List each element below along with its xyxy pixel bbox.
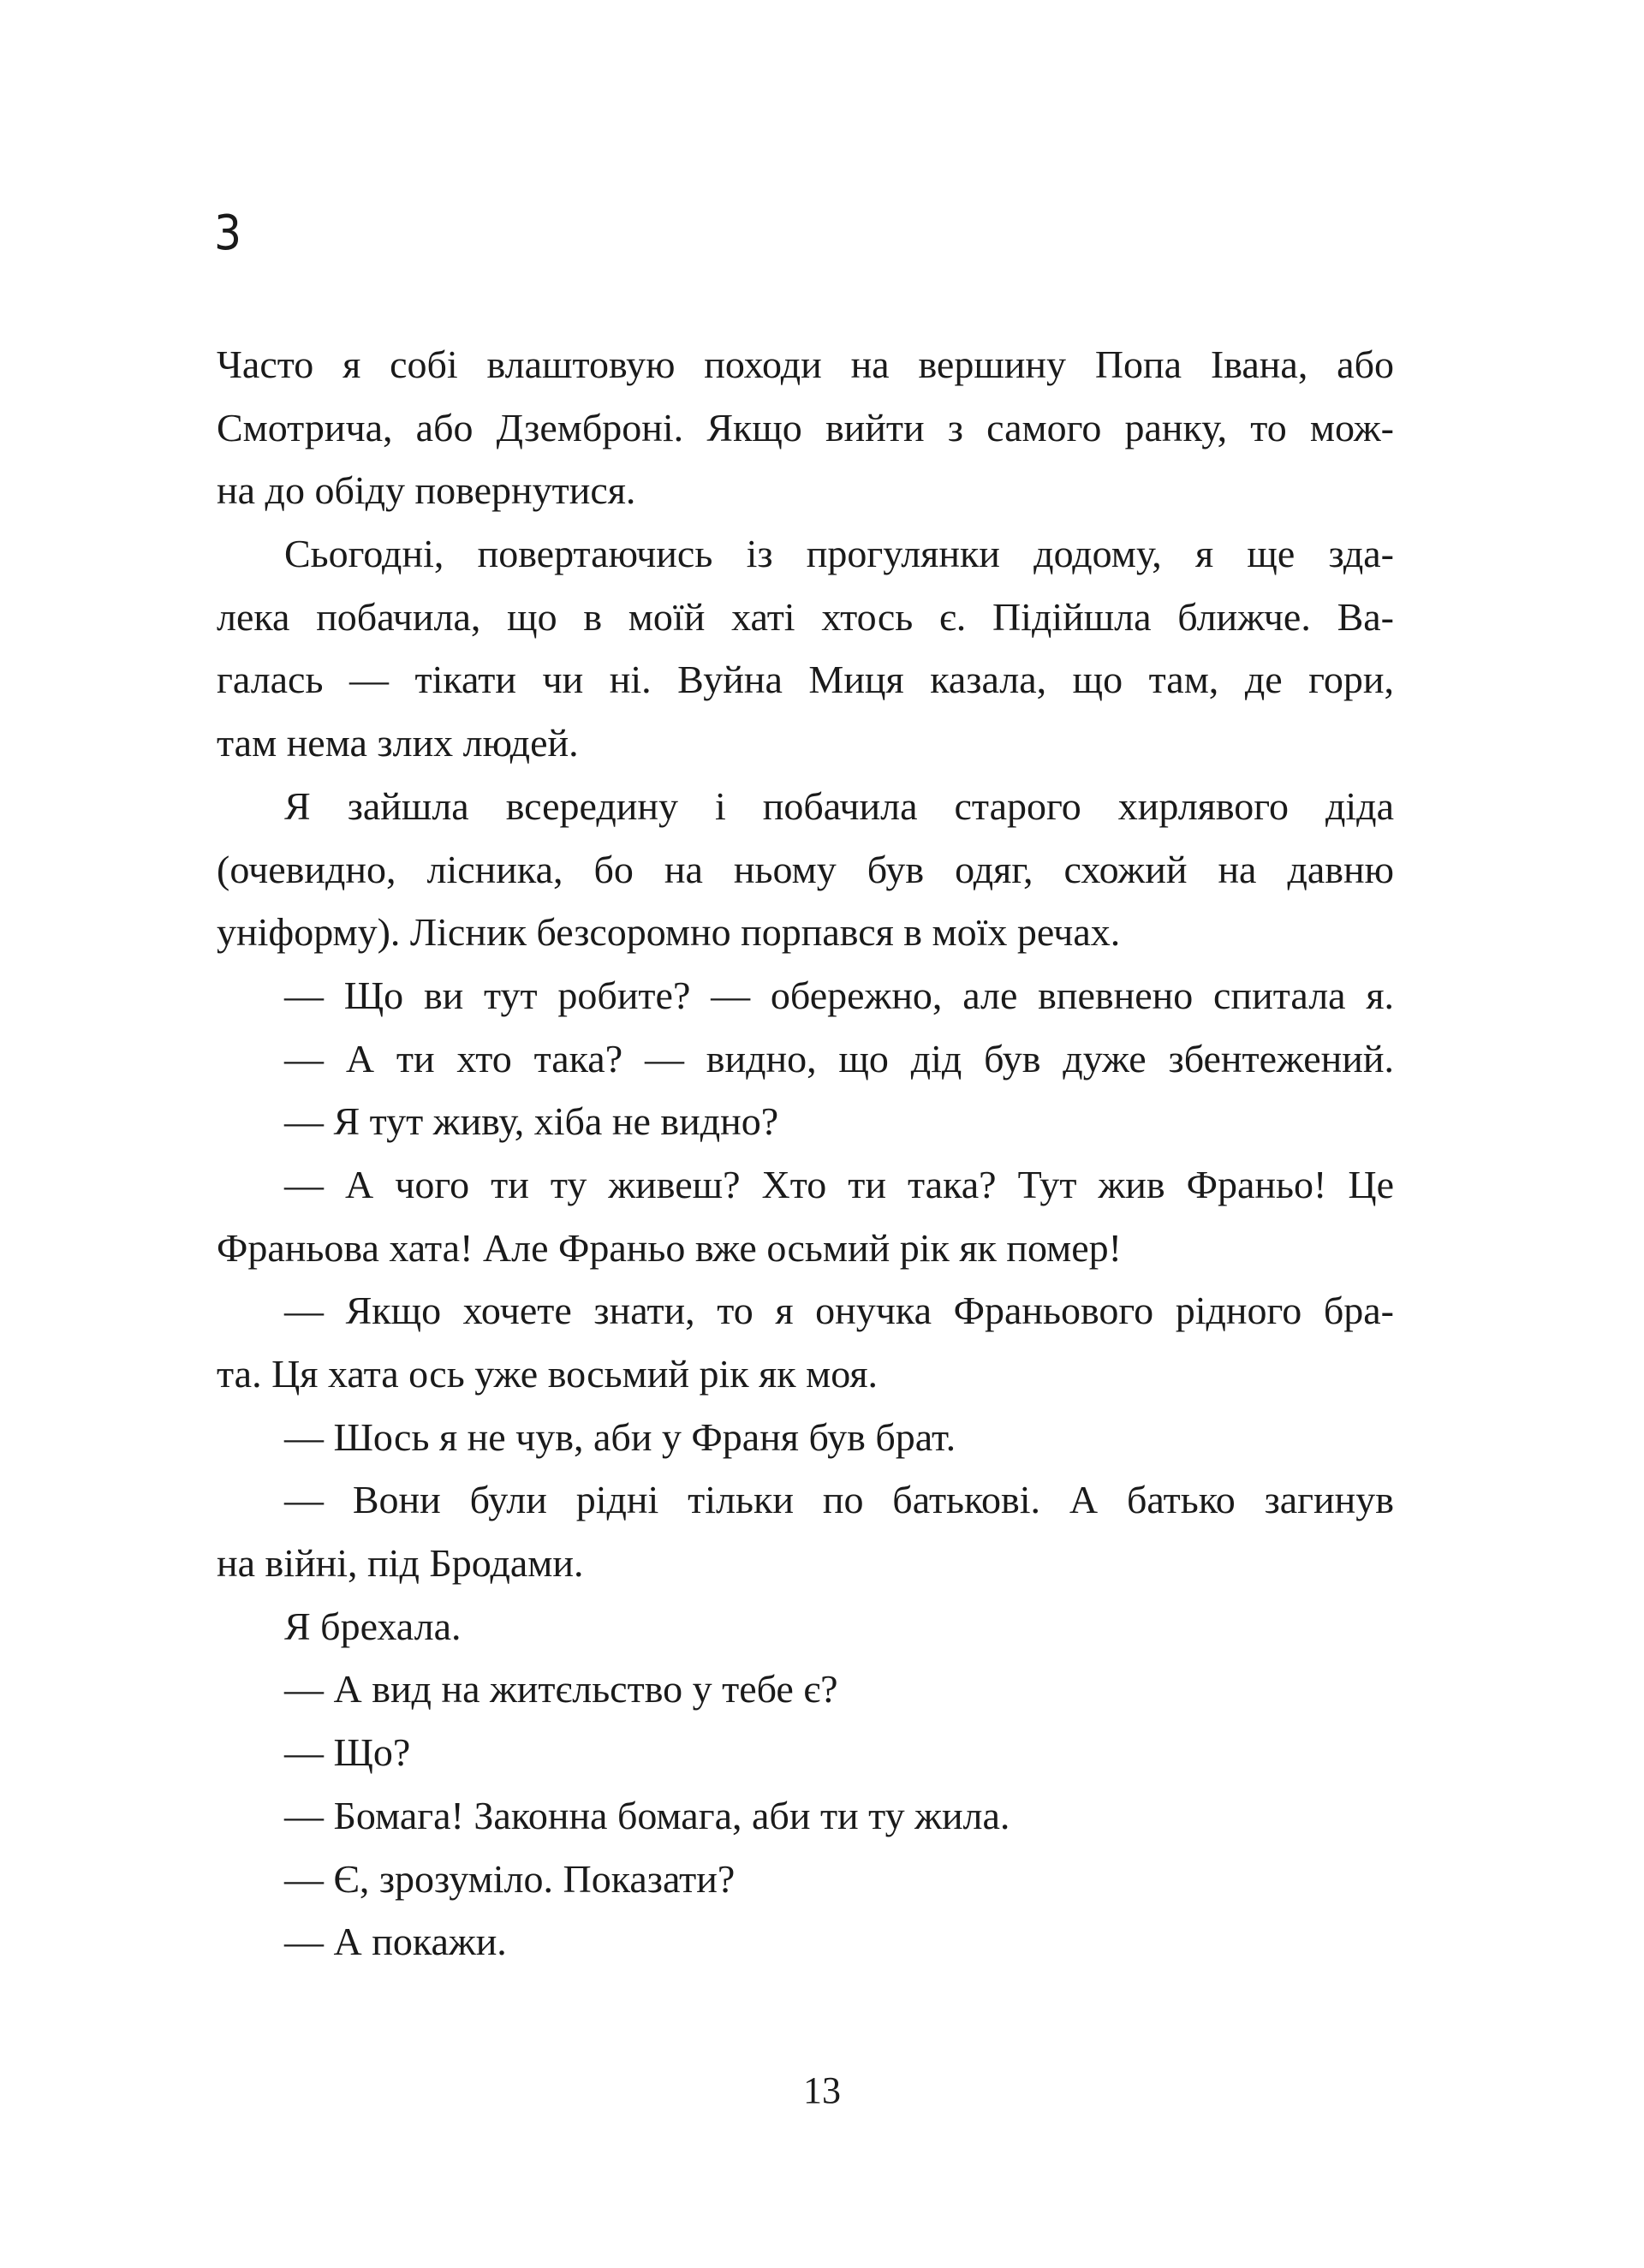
chapter-body (217, 333, 1394, 1973)
text-line: — Якщо хочете знати, то я онучка Франьового рідного бра- (284, 1289, 1394, 1333)
text-line: там нема злих людей. (217, 721, 579, 765)
dialogue-line (217, 1721, 1394, 1784)
text-line: на війні, під Бродами. (217, 1541, 584, 1586)
text-line: лека побачила, що в моїй хаті хтось є. Підійшла ближче. Ва- (217, 594, 1394, 639)
text-line: Смотрича, або Дземброні. Якщо вийти з самого ранку, то мож- (217, 405, 1394, 449)
text-line: — Є, зрозуміло. Показати? (284, 1856, 736, 1901)
text-line: — Я тут живу, хіба не видно? (284, 1099, 779, 1144)
text-line: Я брехала. (284, 1604, 462, 1648)
paragraph (217, 333, 1394, 522)
dialogue-line (217, 964, 1394, 1027)
page-number: 13 (803, 2069, 841, 2111)
text-line: — Що? (284, 1730, 411, 1775)
dialogue-line (217, 1027, 1394, 1091)
text-line: на до обіду повернутися. (217, 468, 636, 513)
text-line: — А вид на житєльство у тебе є? (284, 1667, 838, 1711)
text-line: галась — тікати чи ні. Вуйна Миця казала, що там, де гори, (217, 658, 1394, 702)
dialogue-line (217, 1910, 1394, 1973)
paragraph (217, 522, 1394, 775)
dialogue-line (217, 1658, 1394, 1721)
text-line: — Бомага! Законна бомага, аби ти ту жила. (284, 1793, 1010, 1837)
text-line: — А покажи. (284, 1920, 507, 1964)
dialogue-line (217, 1848, 1394, 1911)
paragraph (217, 1595, 1394, 1658)
text-line: уніформу). Лісник безсоромно порпався в моїх речах. (217, 910, 1121, 955)
dialogue-line (217, 1279, 1394, 1405)
chapter-number: 3 (214, 205, 242, 261)
text-line: — Вони були рідні тільки по батькові. А батько загинув (284, 1478, 1394, 1522)
text-line: Франьова хата! Але Франьо вже осьмий рік як помер! (217, 1225, 1122, 1270)
dialogue-line (217, 1153, 1394, 1279)
text-line: Часто я собі влаштовую походи на вершину Попа Івана, або (217, 342, 1394, 386)
text-line: та. Ця хата ось уже восьмий рік як моя. (217, 1352, 879, 1396)
text-line: Сьогодні, повертаючись із прогулянки додому, я ще зда- (284, 532, 1394, 576)
dialogue-line (217, 1468, 1394, 1594)
text-line: Я зайшла всередину і побачила старого хирлявого діда (284, 783, 1394, 828)
dialogue-line (217, 1406, 1394, 1469)
paragraph (217, 775, 1394, 964)
text-line: (очевидно, лісника, бо на ньому був одяг, схожий на давню (217, 847, 1394, 891)
text-line: — Що ви тут робите? — обережно, але впевнено спитала я. (284, 973, 1394, 1017)
dialogue-line (217, 1090, 1394, 1153)
text-line: — Шось я не чув, аби у Франя був брат. (284, 1414, 956, 1459)
text-line: — А ти хто така? — видно, що дід був дуже збентежений. (284, 1036, 1394, 1080)
text-line: — А чого ти ту живеш? Хто ти така? Тут жив Франьо! Це (284, 1162, 1394, 1206)
dialogue-line (217, 1784, 1394, 1848)
